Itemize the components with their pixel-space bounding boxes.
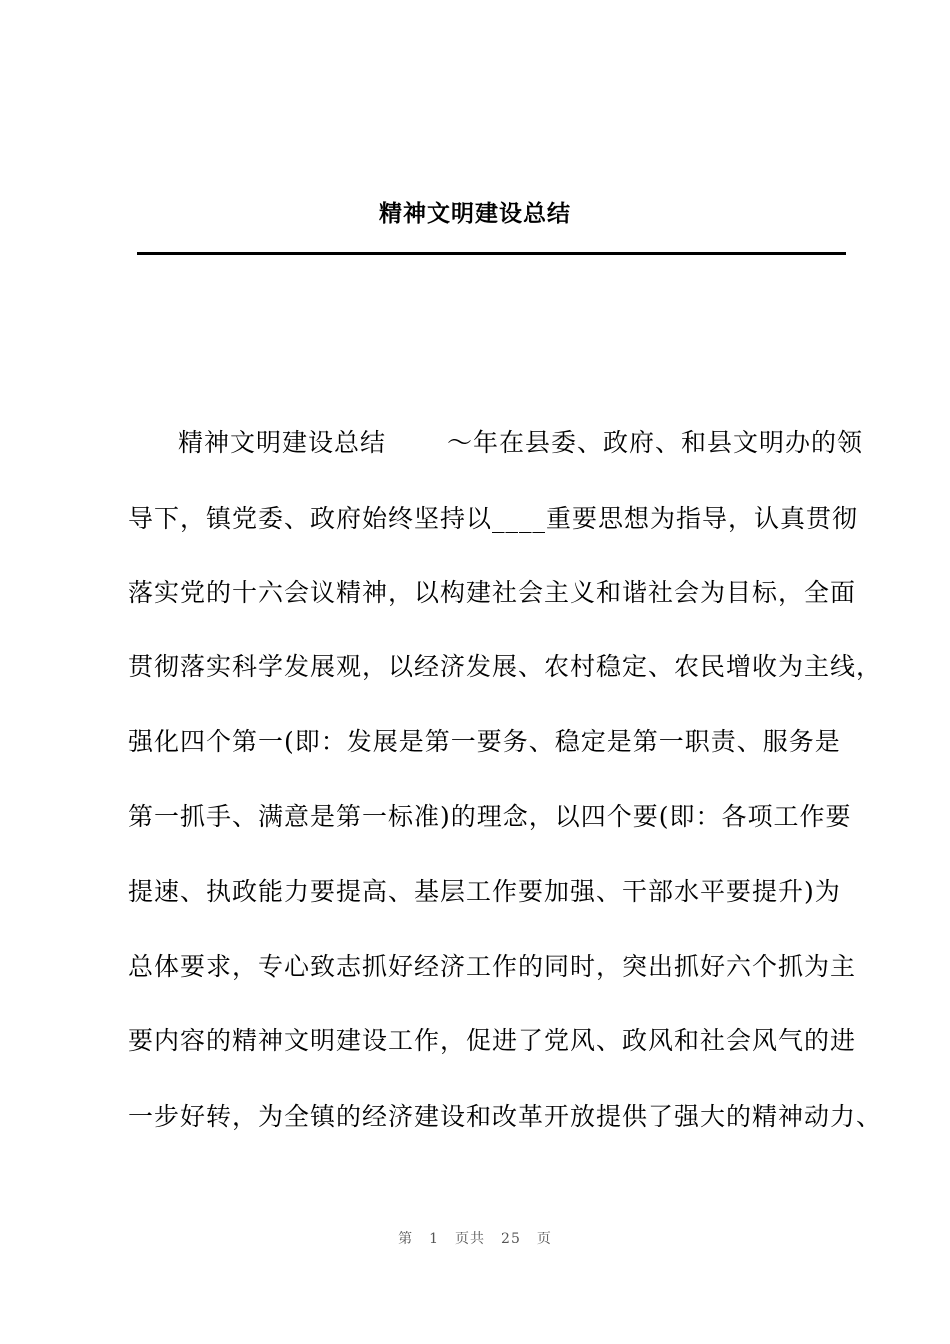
- body-line-10: 一步好转，为全镇的经济建设和改革开放提供了强大的精神动力、: [128, 1102, 883, 1131]
- body-line-5: 强化四个第一(即：发展是第一要务、稳定是第一职责、服务是: [128, 727, 841, 756]
- footer-suffix: 页: [536, 1231, 552, 1247]
- footer-current-page: 1: [429, 1231, 440, 1247]
- page-footer: [0, 1229, 950, 1249]
- body-line-8: 总体要求，专心致志抓好经济工作的同时，突出抓好六个抓为主: [128, 952, 857, 981]
- body-line-2: 导下，镇党委、政府始终坚持以____重要思想为指导，认真贯彻: [128, 504, 859, 533]
- body-line-4: 贯彻落实科学发展观，以经济发展、农村稳定、农民增收为主线，: [128, 652, 883, 681]
- body-line-7: 提速、执政能力要提高、基层工作要加强、干部水平要提升)为: [128, 877, 841, 906]
- document-title: 精神文明建设总结: [379, 201, 571, 227]
- footer-prefix: 第: [398, 1231, 414, 1247]
- title-underline: [137, 252, 846, 255]
- body-line-3: 落实党的十六会议精神，以构建社会主义和谐社会为目标，全面: [128, 578, 857, 607]
- body-line-1: 精神文明建设总结 ～年在县委、政府、和县文明办的领: [178, 428, 863, 457]
- footer-middle: 页共: [455, 1231, 486, 1247]
- footer-total-pages: 25: [501, 1231, 521, 1247]
- body-line-6: 第一抓手、满意是第一标准)的理念，以四个要(即：各项工作要: [128, 802, 852, 831]
- body-line-9: 要内容的精神文明建设工作，促进了党风、政风和社会风气的进: [128, 1026, 857, 1055]
